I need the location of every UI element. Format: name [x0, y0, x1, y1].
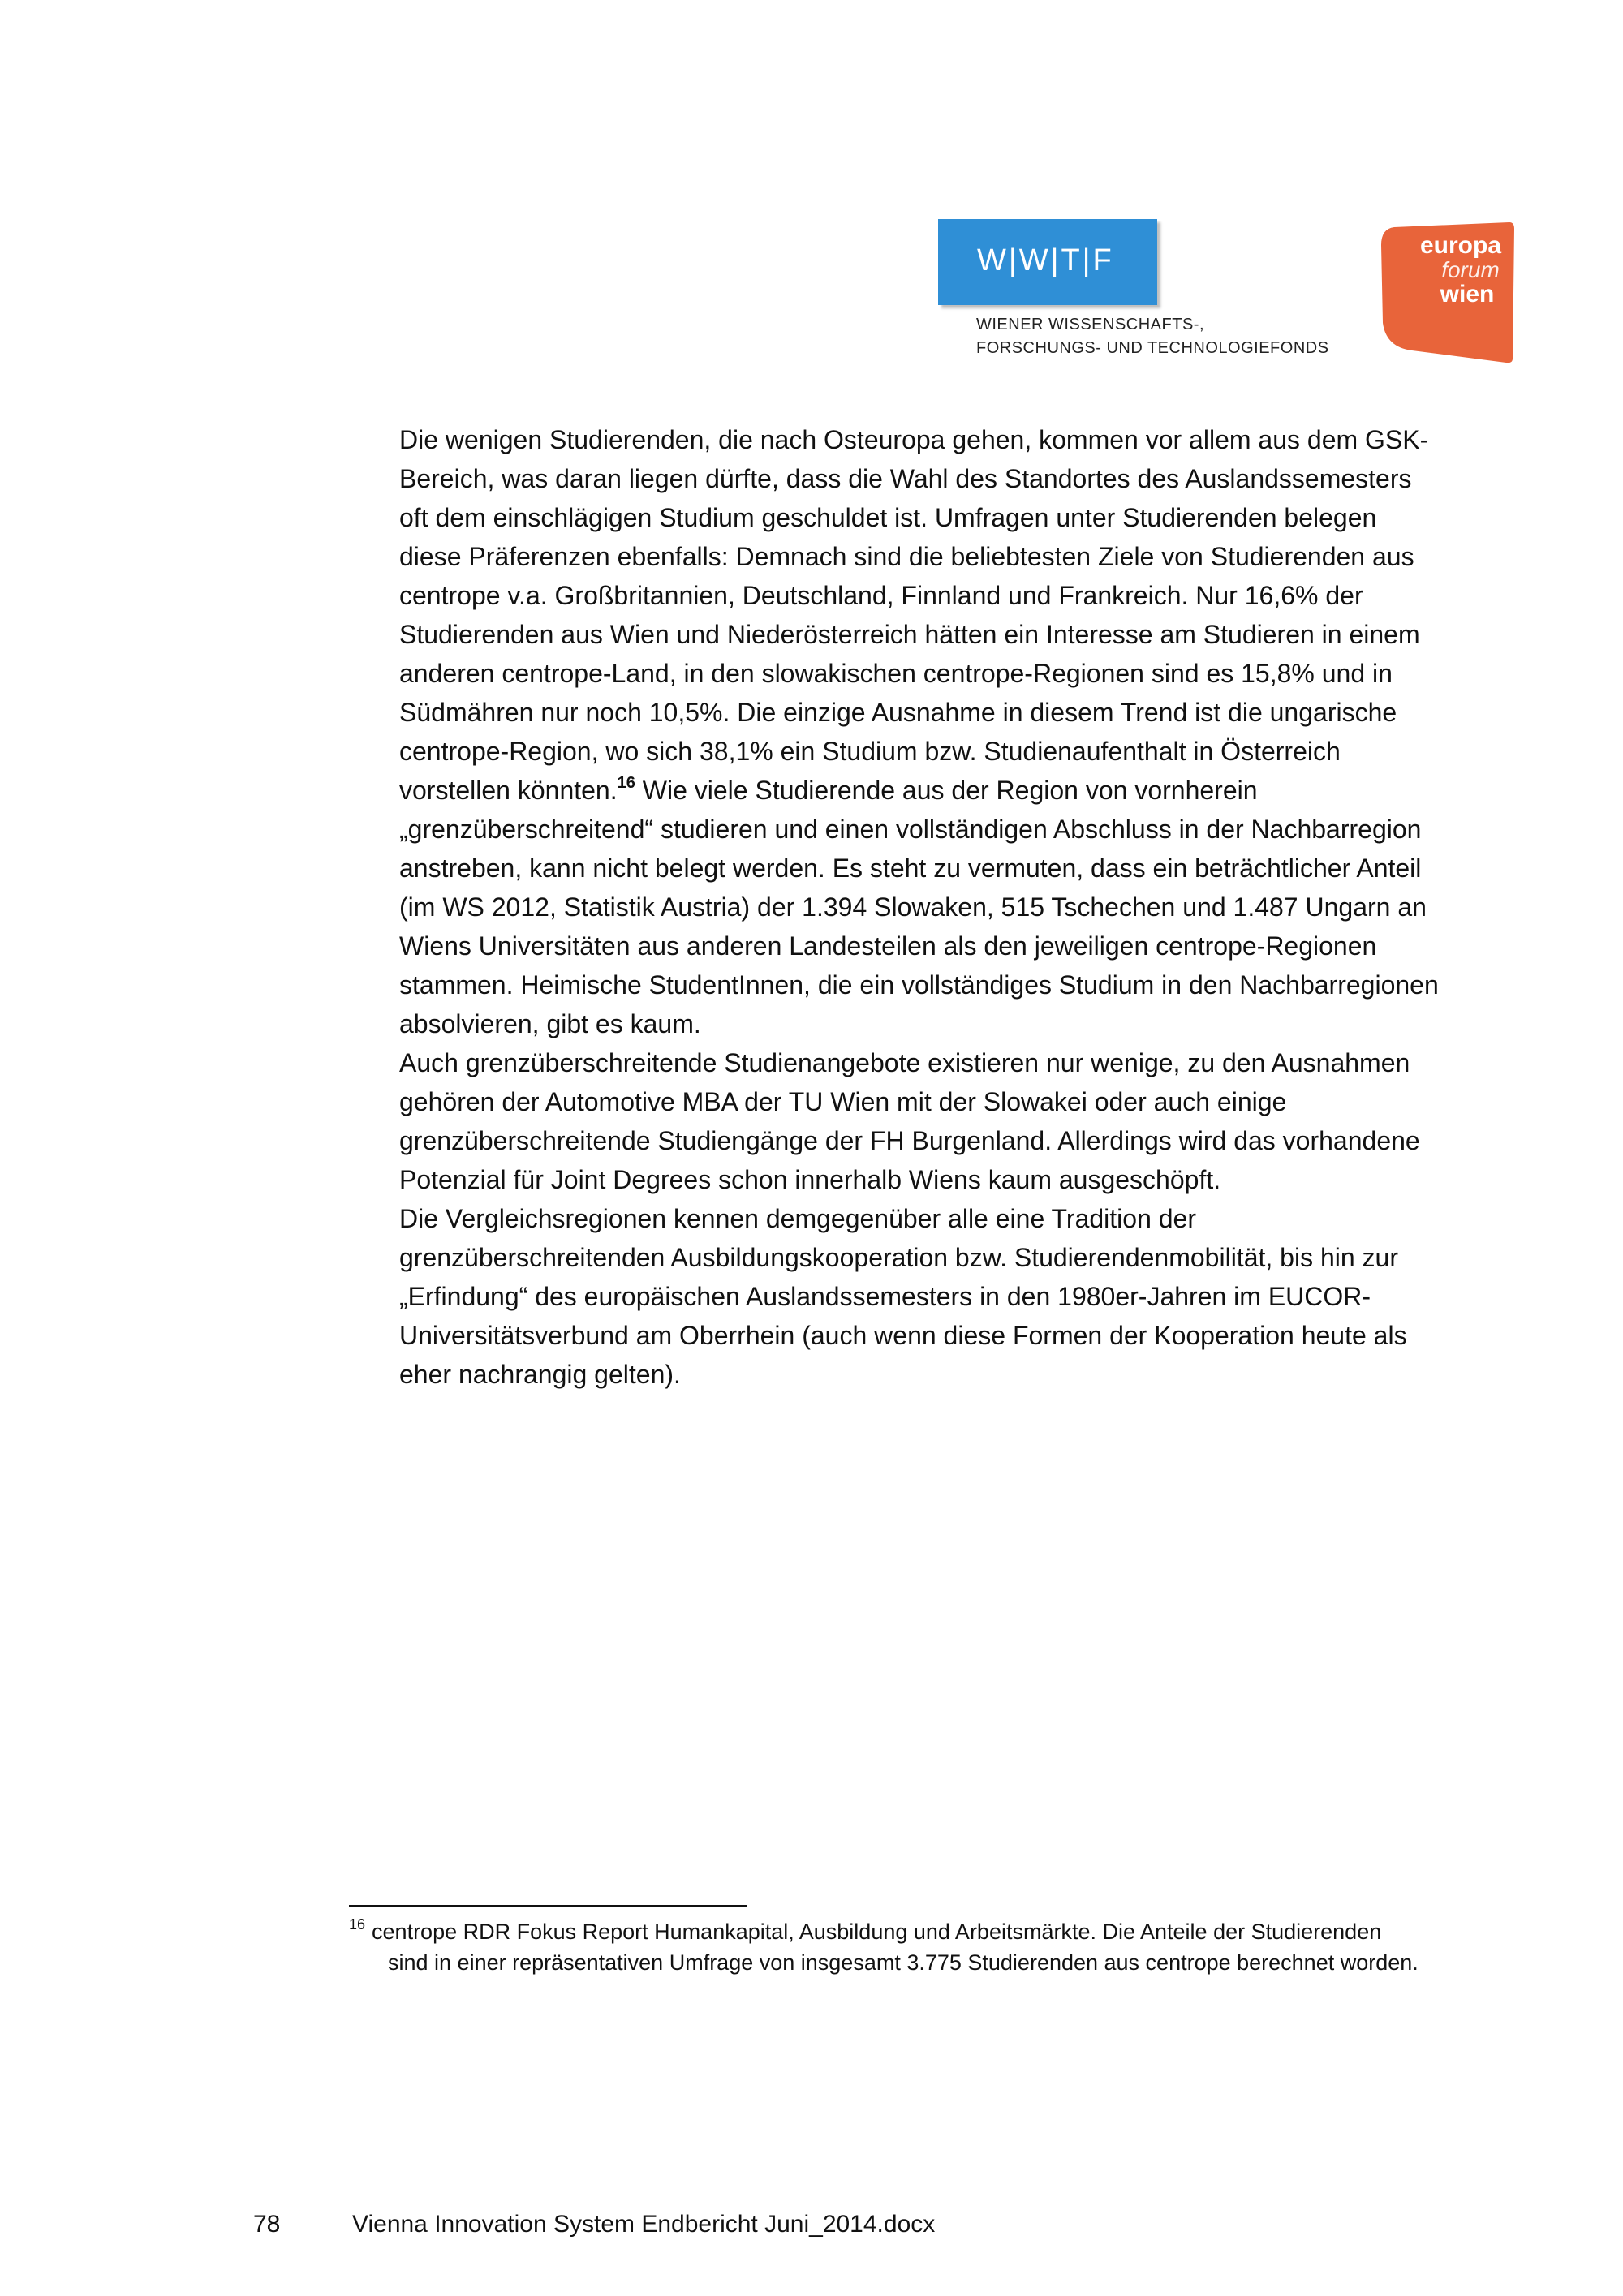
body-line: Bereich, was daran liegen dürfte, dass die Wahl des Standortes des Auslandssemesters — [399, 464, 1412, 493]
wwtf-subtitle-line-2: FORSCHUNGS- UND TECHNOLOGIEFONDS — [976, 339, 1329, 357]
wwtf-logo — [938, 219, 1157, 305]
body-line-with-footnote — [399, 771, 1568, 810]
footnote-number: 16 — [349, 1916, 366, 1933]
europa-forum-wien-logo — [1380, 221, 1516, 363]
wwtf-logo-subtitle — [976, 313, 1329, 360]
body-line: Die Vergleichsregionen kennen demgegenüber alle eine Tradition der — [399, 1204, 1196, 1233]
body-line: centrope-Region, wo sich 38,1% ein Studium bzw. Studienaufenthalt in Österreich — [399, 737, 1341, 766]
body-line: stammen. Heimische StudentInnen, die ein vollständiges Studium in den Nachbarregionen — [399, 970, 1439, 1000]
footnote-line-2: sind in einer repräsentativen Umfrage von insgesamt 3.775 Studierenden aus centrope berechnet worden. — [388, 1950, 1419, 1975]
body-line: „grenzüberschreitend“ studieren und einen vollständigen Abschluss in der Nachbarregion — [399, 815, 1422, 844]
wwtf-logo-text: W|W|T|F — [977, 243, 1114, 277]
body-line: (im WS 2012, Statistik Austria) der 1.394 Slowaken, 515 Tschechen und 1.487 Ungarn an — [399, 892, 1427, 922]
europa-logo-line-1: europa — [1419, 232, 1502, 259]
body-line: gehören der Automotive MBA der TU Wien mit der Slowakei oder auch einige — [399, 1087, 1287, 1116]
body-line: grenzüberschreitende Studiengänge der FH Burgenland. Allerdings wird das vorhandene — [399, 1126, 1420, 1155]
body-line: anstreben, kann nicht belegt werden. Es steht zu vermuten, dass ein beträchtlicher Anteil — [399, 853, 1422, 883]
footnote-reference[interactable]: 16 — [617, 774, 635, 792]
body-line: Studierenden aus Wien und Niederösterreich hätten ein Interesse am Studieren in einem — [399, 620, 1420, 649]
europa-logo-line-2: forum — [1441, 257, 1500, 282]
footnote-line-1 — [349, 1916, 1566, 1947]
body-line: anderen centrope-Land, in den slowakischen centrope-Regionen sind es 15,8% und in — [399, 659, 1393, 688]
wwtf-subtitle-line-1: WIENER WISSENSCHAFTS-, — [976, 316, 1205, 333]
body-line: eher nachrangig gelten). — [399, 1360, 681, 1389]
body-line: Wiens Universitäten aus anderen Landesteilen als den jeweiligen centrope-Regionen — [399, 931, 1377, 961]
footnote — [349, 1916, 1566, 1978]
body-line: Die wenigen Studierenden, die nach Osteuropa gehen, kommen vor allem aus dem GSK- — [399, 425, 1429, 454]
body-line: Universitätsverbund am Oberrhein (auch wenn diese Formen der Kooperation heute als — [399, 1321, 1407, 1350]
body-line: absolvieren, gibt es kaum. — [399, 1009, 701, 1038]
footer-file-name: Vienna Innovation System Endbericht Juni_2014.docx — [352, 2211, 936, 2238]
europa-logo-line-3: wien — [1440, 281, 1495, 307]
body-line-before-ref: vorstellen könnten. — [399, 776, 618, 805]
body-line: oft dem einschlägigen Studium geschuldet ist. Umfragen unter Studierenden belegen — [399, 503, 1377, 532]
body-text — [399, 420, 1568, 1394]
body-line: Potenzial für Joint Degrees schon innerhalb Wiens kaum ausgeschöpft. — [399, 1165, 1221, 1194]
body-line-after-ref: Wie viele Studierende aus der Region von vornherein — [635, 776, 1258, 805]
body-line: centrope v.a. Großbritannien, Deutschland, Finnland und Frankreich. Nur 16,6% der — [399, 581, 1363, 610]
body-line: diese Präferenzen ebenfalls: Demnach sind die beliebtesten Ziele von Studierenden aus — [399, 542, 1414, 571]
body-line: „Erfindung“ des europäischen Auslandssemesters in den 1980er-Jahren im EUCOR- — [399, 1282, 1371, 1311]
body-line: grenzüberschreitenden Ausbildungskooperation bzw. Studierendenmobilität, bis hin zur — [399, 1243, 1398, 1272]
body-line: Auch grenzüberschreitende Studienangebote existieren nur wenige, zu den Ausnahmen — [399, 1048, 1410, 1077]
body-line: Südmähren nur noch 10,5%. Die einzige Ausnahme in diesem Trend ist die ungarische — [399, 698, 1397, 727]
page-number: 78 — [253, 2211, 281, 2238]
footnote-separator — [349, 1905, 747, 1907]
footnote-text-1: centrope RDR Fokus Report Humankapital, Ausbildung und Arbeitsmärkte. Die Anteile der Studierenden — [372, 1920, 1382, 1944]
